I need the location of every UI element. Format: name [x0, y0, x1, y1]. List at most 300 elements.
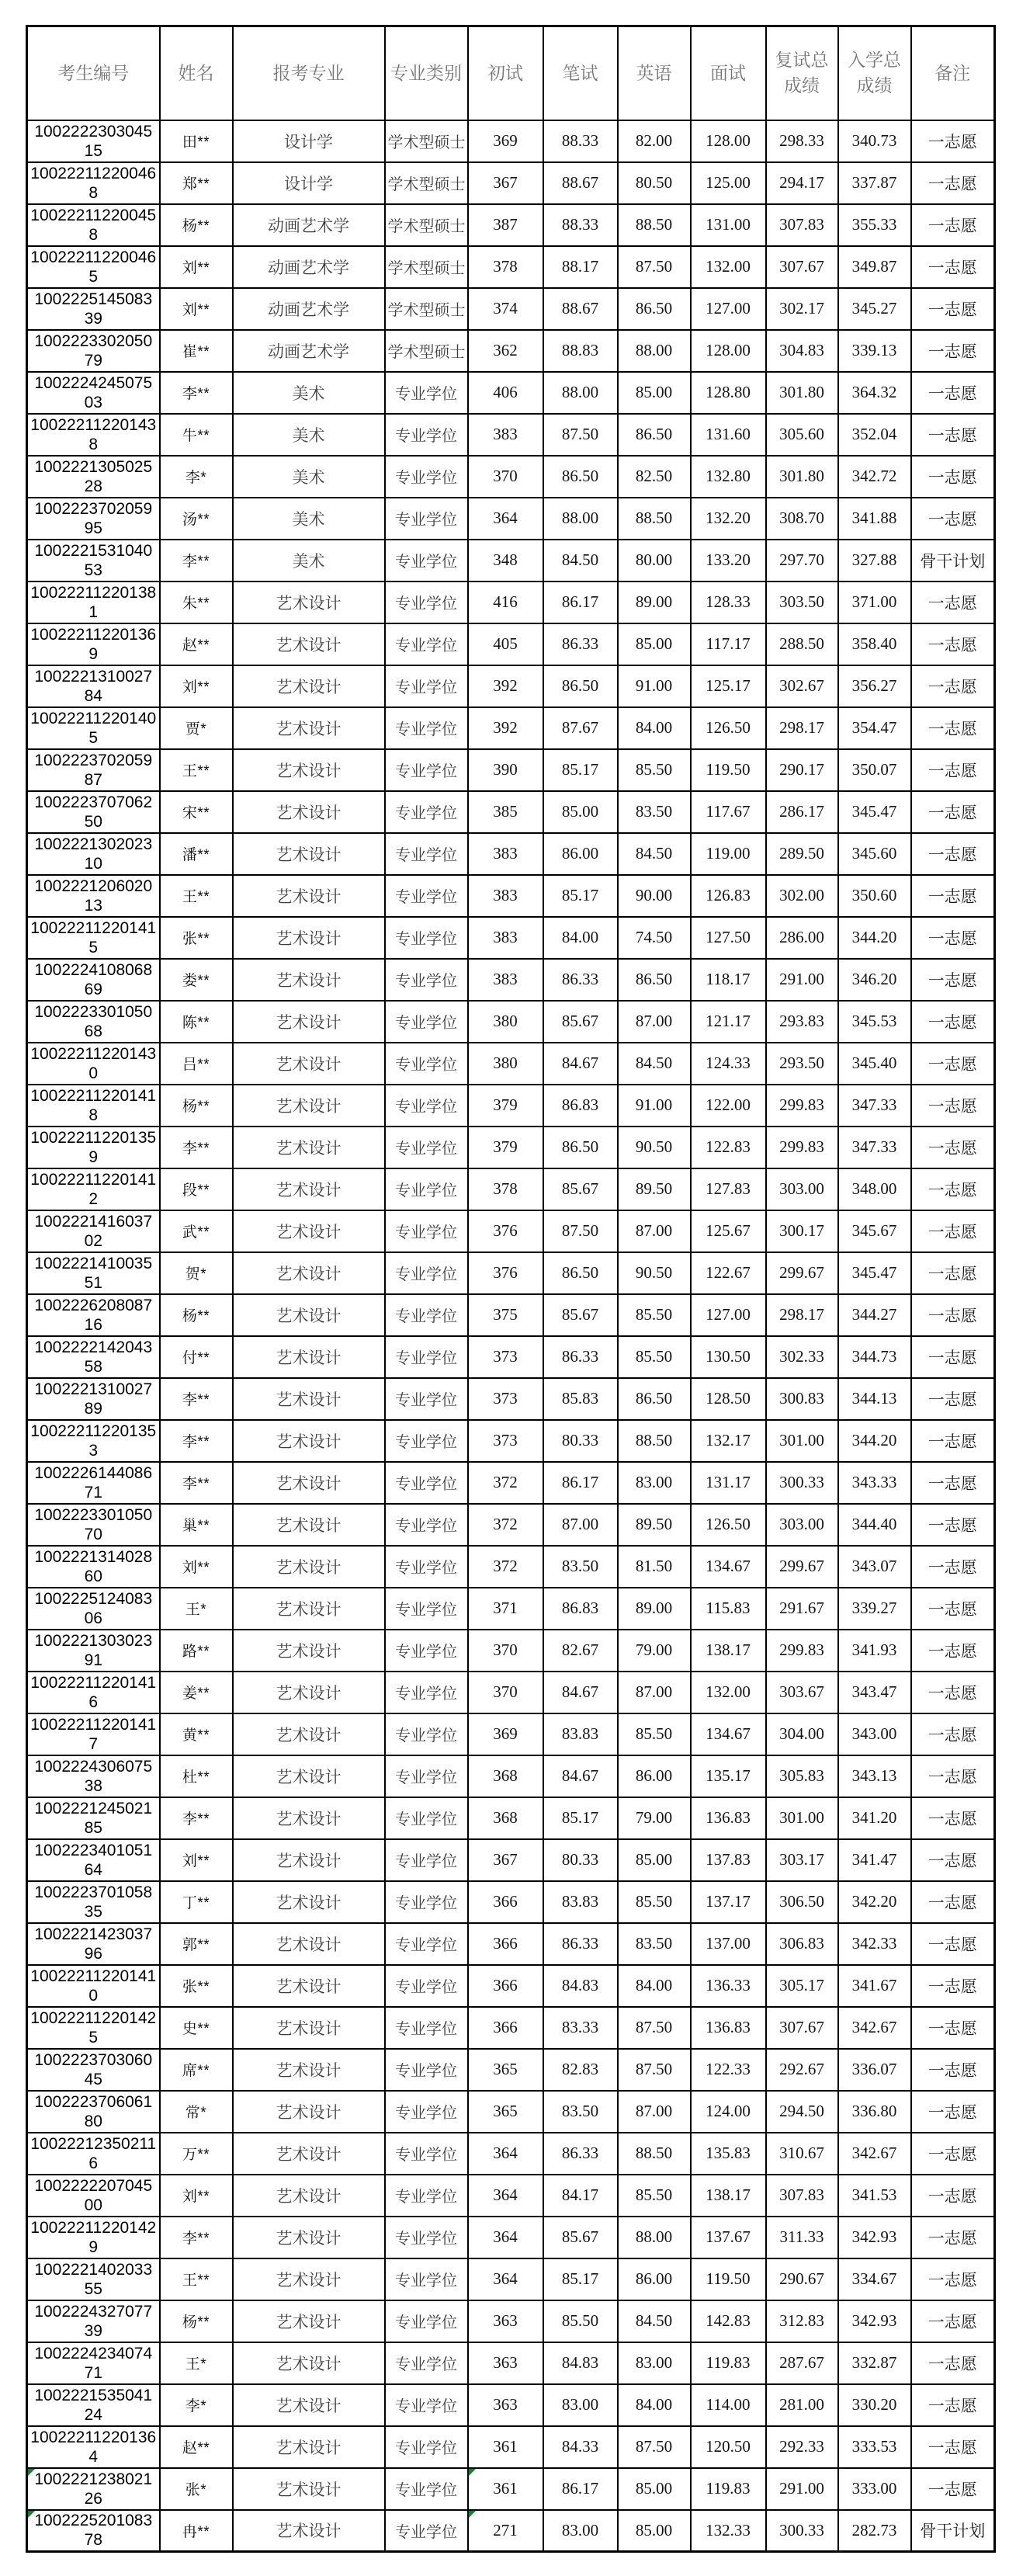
cell-category: 专业学位 [385, 833, 468, 875]
cell-admission_total: 344.20 [838, 1420, 911, 1462]
cell-english: 79.00 [618, 1630, 691, 1672]
cell-category: 专业学位 [385, 2258, 468, 2300]
cell-initial: 406 [468, 372, 543, 414]
table-row [27, 1923, 995, 1965]
cell-id: 100222214204358 [27, 1336, 160, 1378]
cell-retest_total: 291.00 [766, 2468, 838, 2510]
cell-english: 79.00 [618, 1797, 691, 1839]
cell-english: 74.50 [618, 917, 691, 959]
cell-retest_total: 293.50 [766, 1043, 838, 1085]
cell-id: 100222112201430 [27, 1043, 160, 1085]
cell-remark: 骨干计划 [911, 2510, 995, 2552]
cell-remark: 一志愿 [911, 1252, 995, 1294]
cell-interview: 132.00 [691, 1672, 766, 1713]
cell-admission_total: 341.20 [838, 1797, 911, 1839]
table-row [27, 2468, 995, 2510]
cell-interview: 137.83 [691, 1839, 766, 1881]
green-corner-flag-icon [469, 2469, 476, 2476]
cell-remark: 一志愿 [911, 959, 995, 1001]
cell-major: 动画艺术学 [233, 204, 385, 246]
cell-written: 87.50 [543, 414, 618, 456]
cell-id: 100222141603702 [27, 1210, 160, 1252]
cell-category: 专业学位 [385, 1210, 468, 1252]
table-row [27, 2133, 995, 2175]
cell-initial: 367 [468, 162, 543, 204]
cell-category: 学术型硕士 [385, 204, 468, 246]
cell-initial: 364 [468, 2175, 543, 2217]
cell-remark: 一志愿 [911, 1713, 995, 1755]
cell-interview: 132.33 [691, 2510, 766, 2552]
cell-major: 艺术设计 [233, 665, 385, 707]
cell-remark: 一志愿 [911, 1378, 995, 1420]
cell-english: 87.00 [618, 2091, 691, 2133]
cell-admission_total: 354.47 [838, 707, 911, 749]
cell-interview: 136.33 [691, 1965, 766, 2007]
cell-interview: 125.17 [691, 665, 766, 707]
cell-english: 85.00 [618, 2468, 691, 2510]
cell-retest_total: 305.60 [766, 414, 838, 456]
cell-english: 89.50 [618, 1168, 691, 1210]
cell-major: 艺术设计 [233, 2510, 385, 2552]
cell-major: 艺术设计 [233, 791, 385, 833]
cell-written: 86.83 [543, 1085, 618, 1127]
cell-name: 刘** [160, 665, 233, 707]
cell-id: 100222130302391 [27, 1630, 160, 1672]
cell-written: 85.50 [543, 2300, 618, 2342]
cell-english: 86.50 [618, 288, 691, 330]
cell-interview: 131.17 [691, 1462, 766, 1504]
cell-written: 85.67 [543, 1168, 618, 1210]
cell-retest_total: 312.83 [766, 2300, 838, 2342]
cell-initial: 373 [468, 1378, 543, 1420]
cell-category: 专业学位 [385, 2007, 468, 2049]
cell-remark: 一志愿 [911, 1630, 995, 1672]
cell-retest_total: 291.00 [766, 959, 838, 1001]
cell-written: 86.33 [543, 623, 618, 665]
table-row [27, 2426, 995, 2468]
cell-category: 专业学位 [385, 2426, 468, 2468]
cell-english: 89.50 [618, 1504, 691, 1546]
cell-written: 88.17 [543, 246, 618, 288]
cell-major: 艺术设计 [233, 875, 385, 917]
cell-name: 李* [160, 2384, 233, 2426]
cell-written: 86.33 [543, 1336, 618, 1378]
cell-remark: 骨干计划 [911, 540, 995, 582]
cell-id: 100222112201418 [27, 1085, 160, 1127]
cell-major: 艺术设计 [233, 2133, 385, 2175]
cell-remark: 一志愿 [911, 1168, 995, 1210]
cell-english: 85.50 [618, 1713, 691, 1755]
cell-admission_total: 343.33 [838, 1462, 911, 1504]
column-header-english: 英语 [618, 26, 691, 120]
cell-major: 艺术设计 [233, 2091, 385, 2133]
column-header-interview: 面试 [691, 26, 766, 120]
cell-written: 85.00 [543, 791, 618, 833]
cell-id: 100222330205079 [27, 330, 160, 372]
cell-retest_total: 311.33 [766, 2217, 838, 2258]
cell-interview: 128.50 [691, 1378, 766, 1420]
table-row [27, 1252, 995, 1294]
cell-remark: 一志愿 [911, 372, 995, 414]
cell-major: 艺术设计 [233, 623, 385, 665]
cell-initial: 378 [468, 1168, 543, 1210]
cell-initial: 383 [468, 833, 543, 875]
cell-name: 席** [160, 2049, 233, 2091]
cell-name: 万** [160, 2133, 233, 2175]
cell-admission_total: 344.40 [838, 1504, 911, 1546]
cell-initial: 363 [468, 2342, 543, 2384]
cell-category: 专业学位 [385, 917, 468, 959]
cell-interview: 138.17 [691, 1630, 766, 1672]
cell-major: 艺术设计 [233, 1085, 385, 1127]
table-row [27, 162, 995, 204]
cell-retest_total: 302.33 [766, 1336, 838, 1378]
cell-retest_total: 300.83 [766, 1378, 838, 1420]
cell-interview: 133.20 [691, 540, 766, 582]
cell-id: 100222432707739 [27, 2300, 160, 2342]
cell-retest_total: 299.67 [766, 1252, 838, 1294]
column-header-name: 姓名 [160, 26, 233, 120]
cell-interview: 126.50 [691, 1504, 766, 1546]
cell-english: 88.00 [618, 2217, 691, 2258]
cell-category: 专业学位 [385, 1755, 468, 1797]
cell-name: 娄** [160, 959, 233, 1001]
table-row [27, 1127, 995, 1168]
cell-retest_total: 303.17 [766, 1839, 838, 1881]
cell-retest_total: 300.33 [766, 1462, 838, 1504]
cell-retest_total: 304.83 [766, 330, 838, 372]
cell-written: 86.17 [543, 1462, 618, 1504]
cell-written: 83.50 [543, 1546, 618, 1588]
cell-admission_total: 350.07 [838, 749, 911, 791]
cell-written: 86.50 [543, 456, 618, 498]
table-row [27, 1420, 995, 1462]
table-row [27, 1001, 995, 1043]
cell-retest_total: 290.17 [766, 749, 838, 791]
cell-interview: 119.50 [691, 2258, 766, 2300]
cell-remark: 一志愿 [911, 1881, 995, 1923]
cell-initial: 364 [468, 2217, 543, 2258]
cell-written: 88.33 [543, 204, 618, 246]
cell-major: 艺术设计 [233, 2426, 385, 2468]
cell-remark: 一志愿 [911, 330, 995, 372]
cell-written: 83.33 [543, 2007, 618, 2049]
cell-english: 87.50 [618, 2007, 691, 2049]
table-row [27, 456, 995, 498]
column-header-major: 报考专业 [233, 26, 385, 120]
table-row [27, 1965, 995, 2007]
cell-remark: 一志愿 [911, 833, 995, 875]
cell-retest_total: 303.00 [766, 1504, 838, 1546]
cell-written: 88.67 [543, 288, 618, 330]
cell-retest_total: 307.67 [766, 2007, 838, 2049]
cell-written: 86.17 [543, 582, 618, 623]
cell-admission_total: 358.40 [838, 623, 911, 665]
green-corner-flag-icon [28, 2511, 35, 2518]
cell-initial: 361 [468, 2426, 543, 2468]
cell-written: 85.67 [543, 1001, 618, 1043]
cell-remark: 一志愿 [911, 1336, 995, 1378]
cell-english: 85.00 [618, 1839, 691, 1881]
cell-remark: 一志愿 [911, 623, 995, 665]
cell-id: 100222120602013 [27, 875, 160, 917]
cell-interview: 125.00 [691, 162, 766, 204]
cell-initial: 373 [468, 1336, 543, 1378]
table-row [27, 1839, 995, 1881]
cell-retest_total: 301.80 [766, 456, 838, 498]
cell-initial: 380 [468, 1043, 543, 1085]
cell-interview: 132.00 [691, 246, 766, 288]
cell-interview: 122.00 [691, 1085, 766, 1127]
cell-english: 83.50 [618, 791, 691, 833]
table-row [27, 1210, 995, 1252]
cell-name: 刘** [160, 1546, 233, 1588]
cell-category: 专业学位 [385, 1252, 468, 1294]
cell-remark: 一志愿 [911, 1755, 995, 1797]
cell-category: 专业学位 [385, 1168, 468, 1210]
cell-initial: 378 [468, 246, 543, 288]
cell-name: 刘** [160, 1839, 233, 1881]
cell-id: 100222410806869 [27, 959, 160, 1001]
cell-retest_total: 293.83 [766, 1001, 838, 1043]
cell-retest_total: 305.17 [766, 1965, 838, 2007]
green-corner-flag-icon [469, 2511, 476, 2518]
cell-interview: 122.83 [691, 1127, 766, 1168]
cell-name: 李** [160, 1462, 233, 1504]
cell-major: 艺术设计 [233, 1504, 385, 1546]
cell-interview: 127.00 [691, 1294, 766, 1336]
cell-id: 100222112201364 [27, 2426, 160, 2468]
cell-name: 牛** [160, 414, 233, 456]
cell-interview: 126.83 [691, 875, 766, 917]
cell-admission_total: 344.27 [838, 1294, 911, 1336]
cell-major: 艺术设计 [233, 1923, 385, 1965]
cell-category: 专业学位 [385, 1546, 468, 1588]
table-row [27, 833, 995, 875]
cell-category: 专业学位 [385, 2049, 468, 2091]
cell-written: 83.83 [543, 1713, 618, 1755]
cell-admission_total: 342.93 [838, 2217, 911, 2258]
table-row [27, 1672, 995, 1713]
cell-remark: 一志愿 [911, 2133, 995, 2175]
cell-retest_total: 298.33 [766, 120, 838, 162]
cell-id: 100222514508339 [27, 288, 160, 330]
cell-english: 84.50 [618, 833, 691, 875]
cell-interview: 135.83 [691, 2133, 766, 2175]
cell-retest_total: 299.83 [766, 1127, 838, 1168]
cell-remark: 一志愿 [911, 582, 995, 623]
cell-initial: 369 [468, 1713, 543, 1755]
table-row [27, 1043, 995, 1085]
cell-name: 李** [160, 1378, 233, 1420]
cell-written: 87.67 [543, 707, 618, 749]
cell-english: 86.00 [618, 2258, 691, 2300]
cell-category: 专业学位 [385, 2175, 468, 2217]
cell-admission_total: 348.00 [838, 1168, 911, 1210]
table-row [27, 498, 995, 540]
cell-interview: 128.00 [691, 120, 766, 162]
cell-admission_total: 342.93 [838, 2300, 911, 2342]
cell-major: 艺术设计 [233, 2384, 385, 2426]
table-row [27, 1504, 995, 1546]
cell-name: 宋** [160, 791, 233, 833]
cell-written: 86.33 [543, 2133, 618, 2175]
cell-id: 100222112201410 [27, 1965, 160, 2007]
cell-major: 艺术设计 [233, 2258, 385, 2300]
table-row [27, 2258, 995, 2300]
cell-name: 武** [160, 1210, 233, 1252]
cell-category: 专业学位 [385, 791, 468, 833]
cell-name: 张** [160, 1965, 233, 2007]
cell-name: 黄** [160, 1713, 233, 1755]
cell-interview: 132.80 [691, 456, 766, 498]
cell-initial: 380 [468, 1001, 543, 1043]
cell-remark: 一志愿 [911, 1462, 995, 1504]
cell-remark: 一志愿 [911, 1294, 995, 1336]
cell-written: 88.83 [543, 330, 618, 372]
cell-admission_total: 345.60 [838, 833, 911, 875]
cell-major: 艺术设计 [233, 1336, 385, 1378]
cell-english: 87.00 [618, 1672, 691, 1713]
cell-id: 100222520108378 [27, 2510, 160, 2552]
cell-interview: 119.83 [691, 2342, 766, 2384]
cell-english: 88.50 [618, 2133, 691, 2175]
cell-major: 艺术设计 [233, 833, 385, 875]
cell-written: 86.50 [543, 1252, 618, 1294]
cell-id: 100222112201417 [27, 1713, 160, 1755]
cell-interview: 115.83 [691, 1588, 766, 1630]
cell-name: 陈** [160, 1001, 233, 1043]
cell-interview: 119.00 [691, 833, 766, 875]
cell-written: 80.33 [543, 1839, 618, 1881]
cell-initial: 387 [468, 204, 543, 246]
table-row [27, 917, 995, 959]
cell-category: 学术型硕士 [385, 162, 468, 204]
cell-remark: 一志愿 [911, 2007, 995, 2049]
cell-major: 艺术设计 [233, 1168, 385, 1210]
cell-remark: 一志愿 [911, 875, 995, 917]
cell-interview: 118.17 [691, 959, 766, 1001]
cell-retest_total: 303.67 [766, 1672, 838, 1713]
cell-initial: 383 [468, 875, 543, 917]
cell-category: 专业学位 [385, 1043, 468, 1085]
cell-initial: 365 [468, 2091, 543, 2133]
cell-admission_total: 342.33 [838, 1923, 911, 1965]
cell-retest_total: 307.83 [766, 204, 838, 246]
cell-english: 91.00 [618, 1085, 691, 1127]
table-row [27, 1546, 995, 1588]
cell-retest_total: 287.67 [766, 2342, 838, 2384]
cell-admission_total: 344.73 [838, 1336, 911, 1378]
cell-id: 100222230304515 [27, 120, 160, 162]
cell-interview: 136.83 [691, 1797, 766, 1839]
cell-category: 专业学位 [385, 1797, 468, 1839]
cell-written: 83.00 [543, 2384, 618, 2426]
cell-major: 艺术设计 [233, 2217, 385, 2258]
cell-id: 100222130202310 [27, 833, 160, 875]
cell-written: 88.67 [543, 162, 618, 204]
cell-english: 91.00 [618, 665, 691, 707]
cell-id: 100222370306045 [27, 2049, 160, 2091]
cell-major: 艺术设计 [233, 1420, 385, 1462]
cell-retest_total: 299.83 [766, 1630, 838, 1672]
cell-name: 史** [160, 2007, 233, 2049]
cell-written: 83.83 [543, 1881, 618, 1923]
cell-admission_total: 343.00 [838, 1713, 911, 1755]
table-row [27, 246, 995, 288]
cell-retest_total: 289.50 [766, 833, 838, 875]
cell-major: 艺术设计 [233, 1630, 385, 1672]
cell-name: 李** [160, 540, 233, 582]
cell-name: 吕** [160, 1043, 233, 1085]
cell-name: 崔** [160, 330, 233, 372]
cell-remark: 一志愿 [911, 246, 995, 288]
cell-id: 100222370205987 [27, 749, 160, 791]
cell-remark: 一志愿 [911, 1672, 995, 1713]
cell-major: 动画艺术学 [233, 330, 385, 372]
cell-interview: 114.00 [691, 2384, 766, 2426]
cell-english: 88.50 [618, 204, 691, 246]
cell-initial: 379 [468, 1085, 543, 1127]
cell-name: 王* [160, 2342, 233, 2384]
cell-admission_total: 336.07 [838, 2049, 911, 2091]
cell-retest_total: 281.00 [766, 2384, 838, 2426]
cell-name: 冉** [160, 2510, 233, 2552]
cell-initial: 392 [468, 707, 543, 749]
cell-initial: 271 [468, 2510, 543, 2552]
cell-retest_total: 302.17 [766, 288, 838, 330]
table-row [27, 2384, 995, 2426]
cell-category: 专业学位 [385, 456, 468, 498]
cell-major: 艺术设计 [233, 917, 385, 959]
cell-english: 86.50 [618, 414, 691, 456]
cell-category: 专业学位 [385, 623, 468, 665]
table-row [27, 582, 995, 623]
cell-initial: 383 [468, 959, 543, 1001]
cell-major: 美术 [233, 456, 385, 498]
table-row [27, 2300, 995, 2342]
cell-major: 艺术设计 [233, 1294, 385, 1336]
table-row [27, 204, 995, 246]
cell-english: 84.00 [618, 1965, 691, 2007]
cell-admission_total: 364.32 [838, 372, 911, 414]
cell-id: 100222423407471 [27, 2342, 160, 2384]
table-header-row [27, 26, 995, 120]
table-row [27, 372, 995, 414]
cell-initial: 366 [468, 1881, 543, 1923]
cell-major: 艺术设计 [233, 2468, 385, 2510]
cell-remark: 一志愿 [911, 1043, 995, 1085]
cell-category: 学术型硕士 [385, 120, 468, 162]
cell-id: 100222112201416 [27, 1672, 160, 1713]
cell-name: 刘** [160, 246, 233, 288]
cell-remark: 一志愿 [911, 204, 995, 246]
cell-retest_total: 291.67 [766, 1588, 838, 1630]
cell-id: 100222620808716 [27, 1294, 160, 1336]
cell-retest_total: 286.00 [766, 917, 838, 959]
table-row [27, 875, 995, 917]
cell-remark: 一志愿 [911, 162, 995, 204]
cell-written: 86.33 [543, 1923, 618, 1965]
cell-initial: 383 [468, 917, 543, 959]
cell-name: 王* [160, 1588, 233, 1630]
cell-english: 85.50 [618, 749, 691, 791]
cell-id: 100222340105164 [27, 1839, 160, 1881]
cell-retest_total: 299.67 [766, 1546, 838, 1588]
table-row [27, 540, 995, 582]
table-row [27, 2049, 995, 2091]
cell-interview: 134.67 [691, 1713, 766, 1755]
